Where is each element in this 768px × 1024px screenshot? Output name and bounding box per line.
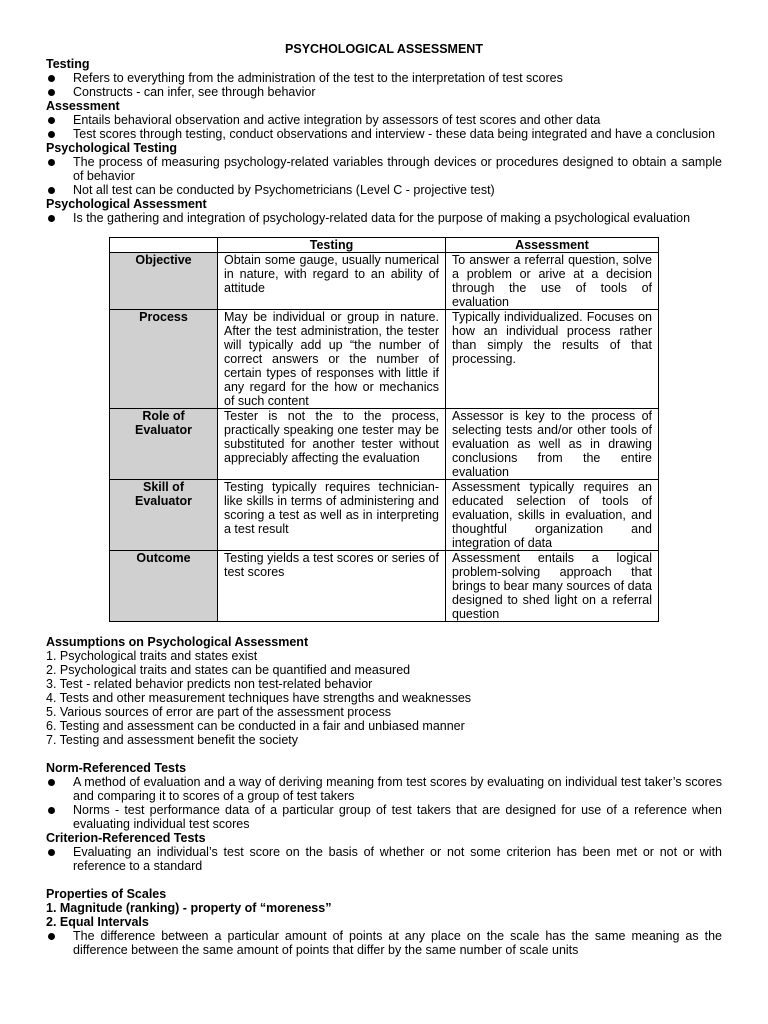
testing-bullets [46, 71, 722, 99]
table-row [110, 480, 659, 551]
column-header-assessment: Assessment [446, 238, 659, 253]
table-row [110, 253, 659, 310]
list-item: Entails behavioral observation and active integration by assessors of test scores and other data [46, 113, 722, 127]
list-item: The process of measuring psychology-related variables through devices or procedures designed to obtain a sample of behavior [46, 155, 722, 183]
document-page [46, 40, 722, 957]
list-item: Constructs - can infer, see through behavior [46, 85, 722, 99]
scale-property-magnitude: 1. Magnitude (ranking) - property of “moreness” [46, 901, 332, 915]
section-heading-criterion-referenced: Criterion-Referenced Tests [46, 831, 206, 845]
list-item: Not all test can be conducted by Psychometricians (Level C - projective test) [46, 183, 722, 197]
list-item: A method of evaluation and a way of deriving meaning from test scores by evaluating on individual test taker’s scores and comparing it to scores of a group of test takers [46, 775, 722, 803]
row-header: Process [110, 310, 218, 409]
table-cell: Assessment entails a logical problem-solving approach that brings to bear many sources of data designed to shed light on a referral question [446, 551, 659, 622]
psychological-assessment-bullets [46, 211, 722, 225]
table-row [110, 409, 659, 480]
equal-intervals-bullets [46, 929, 722, 957]
table-cell: May be individual or group in nature. After the test administration, the tester will typically add up “the number of correct answers or the number of certain types of responses with little if any regard for the how or mechanics of such content [218, 310, 446, 409]
table-cell: Obtain some gauge, usually numerical in nature, with regard to an ability of attitude [218, 253, 446, 310]
psychological-testing-bullets [46, 155, 722, 197]
section-heading-psychological-assessment: Psychological Assessment [46, 197, 207, 211]
list-item: 5. Various sources of error are part of the assessment process [46, 705, 392, 719]
table-cell: Typically individualized. Focuses on how an individual process rather than simply the results of that processing. [446, 310, 659, 409]
comparison-table [109, 237, 659, 622]
table-cell: To answer a referral question, solve a problem or arive at a decision through the use of tools of evaluation [446, 253, 659, 310]
assumptions-list [46, 649, 722, 747]
table-cell: Assessor is key to the process of selecting tests and/or other tools of evaluation as well as in drawing conclusions from the entire evaluation [446, 409, 659, 480]
table-header-row [110, 238, 659, 253]
norm-referenced-bullets [46, 775, 722, 831]
row-header: Skill of Evaluator [110, 480, 218, 551]
list-item: The difference between a particular amount of points at any place on the scale has the same meaning as the difference between the same amount of points that differ by the same number of scale units [46, 929, 722, 957]
column-header-testing: Testing [218, 238, 446, 253]
list-item: 2. Psychological traits and states can be quantified and measured [46, 663, 411, 677]
table-cell: Testing yields a test scores or series of test scores [218, 551, 446, 622]
document-title: PSYCHOLOGICAL ASSESSMENT [285, 42, 483, 56]
table-row [110, 551, 659, 622]
row-header: Outcome [110, 551, 218, 622]
section-heading-assumptions: Assumptions on Psychological Assessment [46, 635, 309, 649]
list-item: 3. Test - related behavior predicts non test-related behavior [46, 677, 373, 691]
section-heading-norm-referenced: Norm-Referenced Tests [46, 761, 187, 775]
list-item: 6. Testing and assessment can be conducted in a fair and unbiased manner [46, 719, 465, 733]
table-corner-cell [110, 238, 218, 253]
table-cell: Assessment typically requires an educated selection of tools of evaluation, skills in evaluation, and thoughtful organization and integration of data [446, 480, 659, 551]
row-header: Role of Evaluator [110, 409, 218, 480]
scale-property-equal-intervals: 2. Equal Intervals [46, 915, 149, 929]
criterion-referenced-bullets [46, 845, 722, 873]
list-item: Refers to everything from the administration of the test to the interpretation of test scores [46, 71, 722, 85]
row-header: Objective [110, 253, 218, 310]
section-heading-assessment: Assessment [46, 99, 120, 113]
list-item: Is the gathering and integration of psychology-related data for the purpose of making a psychological evaluation [46, 211, 722, 225]
table-cell: Tester is not the to the process, practically speaking one tester may be substituted for another tester without appreciably affecting the evaluation [218, 409, 446, 480]
list-item: Test scores through testing, conduct observations and interview - these data being integrated and have a conclusion [46, 127, 722, 141]
list-item: Evaluating an individual’s test score on the basis of whether or not some criterion has been met or not or with reference to a standard [46, 845, 722, 873]
table-cell: Testing typically requires technician-like skills in terms of administering and scoring a test as well as in interpreting a test result [218, 480, 446, 551]
section-heading-testing: Testing [46, 57, 90, 71]
table-row [110, 310, 659, 409]
section-heading-properties-of-scales: Properties of Scales [46, 887, 167, 901]
list-item: 4. Tests and other measurement techniques have strengths and weaknesses [46, 691, 472, 705]
section-heading-psychological-testing: Psychological Testing [46, 141, 178, 155]
list-item: Norms - test performance data of a particular group of test takers that are designed for use of a reference when evaluating individual test scores [46, 803, 722, 831]
list-item: 1. Psychological traits and states exist [46, 649, 258, 663]
list-item: 7. Testing and assessment benefit the society [46, 733, 299, 747]
assessment-bullets [46, 113, 722, 141]
